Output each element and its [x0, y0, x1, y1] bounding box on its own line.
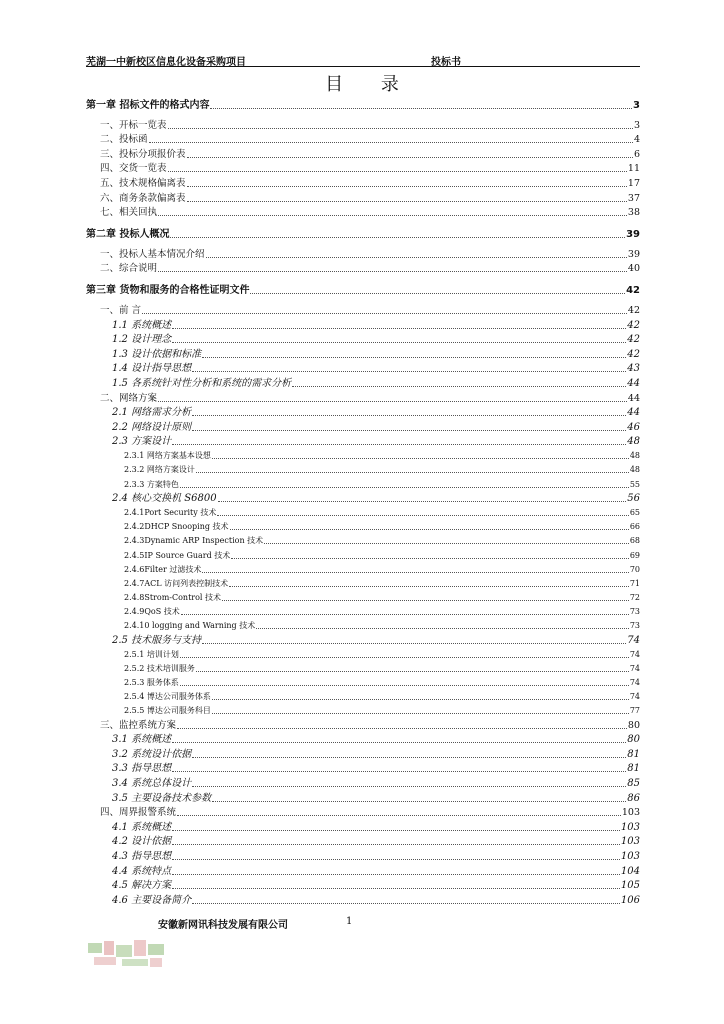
toc-entry[interactable]	[86, 375, 640, 390]
toc-entry-label: 第二章 投标人概况	[86, 229, 170, 241]
footer-page-number: 1	[346, 916, 353, 927]
toc-leader-dots	[168, 171, 627, 172]
toc-entry-label: 2.5.1 培训计划	[124, 649, 179, 659]
toc-entry[interactable]	[86, 505, 640, 519]
toc-leader-dots	[212, 801, 626, 802]
toc-entry-page: 80	[627, 734, 640, 746]
toc-entry-page: 48	[629, 465, 640, 475]
toc-leader-dots	[177, 728, 627, 729]
toc-entry[interactable]	[86, 205, 640, 220]
toc-leader-dots	[192, 371, 626, 372]
toc-leader-dots	[172, 888, 620, 889]
toc-entry-page: 103	[621, 807, 640, 819]
toc-leader-dots	[202, 643, 626, 644]
toc-leader-dots	[212, 713, 629, 714]
toc-entry-label: 2.4.8Strom-Control 技术	[124, 592, 222, 602]
toc-entry[interactable]	[86, 405, 640, 420]
toc-leader-dots	[192, 430, 626, 431]
toc-entry[interactable]	[86, 302, 640, 317]
toc-entry-label: 一、开标一览表	[100, 119, 167, 131]
toc-leader-dots	[172, 830, 620, 831]
toc-entry[interactable]	[86, 761, 640, 776]
toc-entry-label: 4.3 指导思想	[112, 851, 172, 862]
toc-leader-dots	[158, 401, 627, 402]
toc-entry[interactable]	[86, 618, 640, 632]
toc-entry-label: 三、投标分项报价表	[100, 148, 186, 160]
toc-leader-dots	[230, 529, 629, 530]
toc-entry-page: 74	[629, 691, 640, 701]
toc-entry-page: 3	[633, 119, 640, 131]
toc-entry[interactable]	[86, 346, 640, 361]
toc-entry-label: 三、监控系统方案	[100, 719, 177, 731]
toc-entry-page: 86	[627, 792, 640, 804]
toc-entry[interactable]	[86, 892, 640, 907]
toc-entry[interactable]	[86, 281, 640, 297]
footer-company: 安徽新网讯科技发展有限公司	[158, 920, 288, 931]
toc-leader-dots	[196, 671, 629, 672]
toc-entry-page: 44	[627, 392, 640, 404]
toc-leader-dots	[180, 487, 629, 488]
toc-entry[interactable]	[86, 790, 640, 805]
toc-entry-page: 103	[620, 821, 640, 833]
toc-entry-label: 2.4.2DHCP Snooping 技术	[124, 522, 229, 532]
toc-leader-dots	[149, 142, 633, 143]
toc-entry[interactable]	[86, 117, 640, 132]
toc-entry[interactable]	[86, 96, 640, 112]
toc-leader-dots	[172, 444, 626, 445]
toc-entry-label: 4.6 主要设备简介	[112, 894, 192, 906]
toc-leader-dots	[250, 293, 625, 294]
toc-entry-label: 2.4.7ACL 访问列表控制技术	[124, 578, 229, 588]
toc-entry-page: 56	[627, 493, 640, 505]
toc-leader-dots	[170, 237, 625, 238]
toc-leader-dots	[192, 415, 626, 416]
toc-entry-page: 42	[627, 348, 640, 360]
toc-entry-page: 42	[627, 334, 640, 346]
toc-entry[interactable]	[86, 225, 640, 241]
toc-entry-page: 71	[629, 578, 640, 588]
toc-leader-dots	[187, 157, 633, 158]
toc-entry-label: 2.4.5IP Source Guard 技术	[124, 550, 231, 560]
toc-entry-label: 五、技术规格偏离表	[100, 177, 186, 189]
toc-leader-dots	[212, 699, 629, 700]
toc-entry-label: 2.2 网络设计原则	[112, 421, 192, 433]
toc-entry-page: 74	[627, 634, 640, 646]
toc-entry-label: 二、投标函	[100, 134, 148, 146]
toc-entry[interactable]	[86, 547, 640, 561]
toc-leader-dots	[202, 357, 626, 358]
toc-entry[interactable]	[86, 476, 640, 490]
toc-entry-label: 1.1 系统概述	[112, 319, 172, 331]
toc-entry-label: 3.5 主要设备技术参数	[112, 792, 212, 804]
toc-entry[interactable]	[86, 448, 640, 462]
toc-entry[interactable]	[86, 834, 640, 849]
toc-entry-page: 37	[627, 192, 640, 204]
toc-entry[interactable]	[86, 562, 640, 576]
toc-entry-label: 1.5 各系统针对性分析和系统的需求分析	[112, 377, 292, 389]
toc-leader-dots	[256, 628, 629, 629]
toc-entry-page: 105	[620, 880, 640, 892]
toc-entry-page: 4	[633, 134, 640, 146]
toc-leader-dots	[158, 215, 627, 216]
toc-leader-dots	[172, 874, 620, 875]
toc-entry-page: 68	[629, 536, 640, 546]
toc-entry[interactable]	[86, 590, 640, 604]
toc-entry-label: 2.4.6Filter 过滤技术	[124, 564, 202, 574]
toc-entry[interactable]	[86, 819, 640, 834]
toc-entry[interactable]	[86, 361, 640, 376]
toc-entry[interactable]	[86, 604, 640, 618]
toc-entry-label: 2.5 技术服务与支持	[112, 634, 202, 646]
toc-entry-page: 39	[627, 248, 640, 260]
toc-entry[interactable]	[86, 746, 640, 761]
toc-leader-dots	[142, 313, 627, 314]
toc-entry[interactable]	[86, 190, 640, 205]
toc-entry-page: 38	[627, 207, 640, 219]
toc-entry-page: 17	[627, 177, 640, 189]
toc-entry-page: 42	[627, 319, 640, 331]
toc-entry-label: 4.1 系统概述	[112, 821, 172, 833]
toc-leader-dots	[168, 128, 633, 129]
toc-entry-label: 2.5.3 服务体系	[124, 677, 179, 687]
toc-entry-page: 73	[629, 621, 640, 630]
toc-leader-dots	[172, 771, 626, 772]
toc-entry-page: 11	[627, 163, 640, 175]
toc-entry-page: 66	[629, 522, 640, 532]
toc-entry-page: 42	[626, 285, 640, 297]
toc-entry-label: 2.4.10 logging and Warning 技术	[124, 621, 256, 630]
toc-leader-dots	[192, 757, 626, 758]
toc-leader-dots	[187, 186, 627, 187]
toc-entry-page: 65	[629, 508, 640, 518]
toc-entry-label: 2.3.3 方案特色	[124, 479, 179, 489]
toc-leader-dots	[231, 558, 629, 559]
toc-entry-label: 2.1 网络需求分析	[112, 407, 192, 419]
page-header	[86, 50, 640, 66]
toc-leader-dots	[210, 108, 632, 109]
toc-entry-label: 2.3 方案设计	[112, 436, 172, 448]
toc-entry[interactable]	[86, 689, 640, 703]
toc-entry[interactable]	[86, 661, 640, 675]
toc-entry-page: 81	[627, 748, 640, 760]
toc-entry-label: 2.3.1 网络方案基本设想	[124, 451, 211, 461]
page-title: 目 录	[325, 74, 415, 95]
toc-entry-label: 2.4.9QoS 技术	[124, 606, 180, 616]
toc-entry-label: 2.4 核心交换机 S6800	[112, 493, 217, 505]
toc-entry[interactable]	[86, 805, 640, 820]
toc-entry-label: 一、前 言	[100, 304, 142, 316]
toc-entry-label: 1.4 设计指导思想	[112, 363, 192, 375]
toc-entry-page: 6	[633, 148, 640, 160]
toc-leader-dots	[180, 657, 629, 658]
toc-entry-label: 2.3.2 网络方案设计	[124, 465, 195, 475]
toc-entry[interactable]	[86, 419, 640, 434]
toc-leader-dots	[292, 386, 626, 387]
toc-entry-page: 72	[629, 592, 640, 602]
toc-entry[interactable]	[86, 632, 640, 647]
toc-entry-page: 46	[627, 421, 640, 433]
toc-leader-dots	[172, 859, 620, 860]
toc-entry[interactable]	[86, 717, 640, 732]
toc-leader-dots	[218, 501, 627, 502]
toc-entry-label: 一、投标人基本情况介绍	[100, 248, 205, 260]
toc-entry-page: 43	[627, 363, 640, 375]
toc-entry-label: 六、商务条款偏离表	[100, 192, 186, 204]
toc-entry[interactable]	[86, 878, 640, 893]
toc-entry-label: 4.2 设计依据	[112, 836, 172, 848]
toc-entry[interactable]	[86, 390, 640, 405]
toc-entry[interactable]	[86, 434, 640, 449]
toc-entry-label: 3.3 指导思想	[112, 763, 172, 775]
toc-entry[interactable]	[86, 332, 640, 347]
toc-entry-label: 2.4.1Port Security 技术	[124, 508, 217, 518]
toc-entry[interactable]	[86, 317, 640, 332]
toc-entry-page: 48	[629, 451, 640, 461]
toc-leader-dots	[172, 742, 626, 743]
toc-entry[interactable]	[86, 161, 640, 176]
toc-entry[interactable]	[86, 246, 640, 261]
toc-leader-dots	[187, 201, 627, 202]
toc-entry-label: 3.4 系统总体设计	[112, 778, 192, 790]
toc-leader-dots	[217, 515, 628, 516]
toc-entry[interactable]	[86, 261, 640, 276]
toc-entry-page: 69	[629, 550, 640, 560]
toc-leader-dots	[180, 685, 629, 686]
toc-leader-dots	[172, 844, 620, 845]
toc-entry-page: 104	[620, 865, 640, 877]
stamp-mark-icon	[86, 937, 168, 971]
toc-leader-dots	[172, 328, 626, 329]
toc-entry-label: 1.3 设计依据和标准	[112, 348, 202, 360]
toc-entry-page: 80	[627, 719, 640, 731]
toc-leader-dots	[202, 572, 628, 573]
toc-entry-label: 二、网络方案	[100, 392, 158, 404]
toc-leader-dots	[192, 903, 620, 904]
toc-entry-label: 3.1 系统概述	[112, 734, 172, 746]
table-of-contents	[86, 96, 640, 907]
toc-entry-page: 85	[627, 778, 640, 790]
toc-leader-dots	[181, 614, 629, 615]
toc-entry-page: 39	[626, 229, 640, 241]
toc-leader-dots	[222, 600, 629, 601]
header-project-title: 芜湖一中新校区信息化设备采购项目	[86, 57, 246, 68]
toc-entry[interactable]	[86, 732, 640, 747]
toc-entry-label: 二、综合说明	[100, 263, 158, 275]
toc-entry[interactable]	[86, 647, 640, 661]
toc-leader-dots	[212, 458, 629, 459]
toc-leader-dots	[264, 543, 629, 544]
toc-entry-page: 73	[629, 606, 640, 616]
toc-entry[interactable]	[86, 519, 640, 533]
toc-entry-page: 70	[629, 564, 640, 574]
header-doc-type: 投标书	[431, 57, 461, 68]
toc-entry[interactable]	[86, 491, 640, 506]
toc-entry-page: 74	[629, 677, 640, 687]
toc-entry-page: 77	[629, 706, 640, 716]
toc-entry[interactable]	[86, 576, 640, 590]
toc-entry-label: 四、交货一览表	[100, 163, 167, 175]
toc-entry-page: 74	[629, 649, 640, 659]
toc-entry-label: 第三章 货物和服务的合格性证明文件	[86, 285, 250, 297]
toc-entry[interactable]	[86, 675, 640, 689]
toc-leader-dots	[192, 786, 626, 787]
toc-entry[interactable]	[86, 863, 640, 878]
toc-leader-dots	[158, 271, 627, 272]
toc-entry[interactable]	[86, 703, 640, 717]
toc-entry-page: 42	[627, 304, 640, 316]
toc-entry-label: 四、周界报警系统	[100, 807, 177, 819]
toc-entry-label: 4.4 系统特点	[112, 865, 172, 877]
toc-entry-label: 2.5.2 技术培训服务	[124, 663, 195, 673]
toc-entry[interactable]	[86, 848, 640, 863]
toc-entry-page: 74	[629, 663, 640, 673]
toc-leader-dots	[172, 342, 626, 343]
toc-entry-label: 3.2 系统设计依据	[112, 748, 192, 760]
toc-entry-page: 106	[620, 894, 640, 906]
toc-entry-label: 2.4.3Dynamic ARP Inspection 技术	[124, 536, 264, 546]
toc-entry[interactable]	[86, 146, 640, 161]
toc-entry-label: 七、相关回执	[100, 207, 158, 219]
header-rule	[86, 66, 640, 67]
toc-entry[interactable]	[86, 132, 640, 147]
toc-entry[interactable]	[86, 175, 640, 190]
toc-entry-page: 44	[627, 407, 640, 419]
toc-entry[interactable]	[86, 533, 640, 547]
toc-entry-page: 3	[633, 100, 640, 111]
toc-entry-label: 第一章 招标文件的格式内容	[86, 100, 210, 111]
toc-entry-page: 103	[620, 851, 640, 862]
toc-entry-label: 2.5.5 博达公司服务科目	[124, 706, 211, 716]
toc-entry-page: 81	[627, 763, 640, 775]
toc-entry-page: 48	[627, 436, 640, 448]
toc-entry-page: 40	[627, 263, 640, 275]
toc-entry-page: 44	[627, 377, 640, 389]
toc-entry-label: 4.5 解决方案	[112, 880, 172, 892]
toc-leader-dots	[206, 257, 627, 258]
toc-entry[interactable]	[86, 775, 640, 790]
toc-entry-label: 1.2 设计理念	[112, 334, 172, 346]
toc-entry-label: 2.5.4 博达公司服务体系	[124, 691, 211, 701]
toc-leader-dots	[229, 586, 629, 587]
toc-leader-dots	[196, 472, 629, 473]
toc-entry[interactable]	[86, 462, 640, 476]
toc-entry-page: 55	[629, 479, 640, 489]
toc-leader-dots	[177, 815, 621, 816]
toc-entry-page: 103	[620, 836, 640, 848]
